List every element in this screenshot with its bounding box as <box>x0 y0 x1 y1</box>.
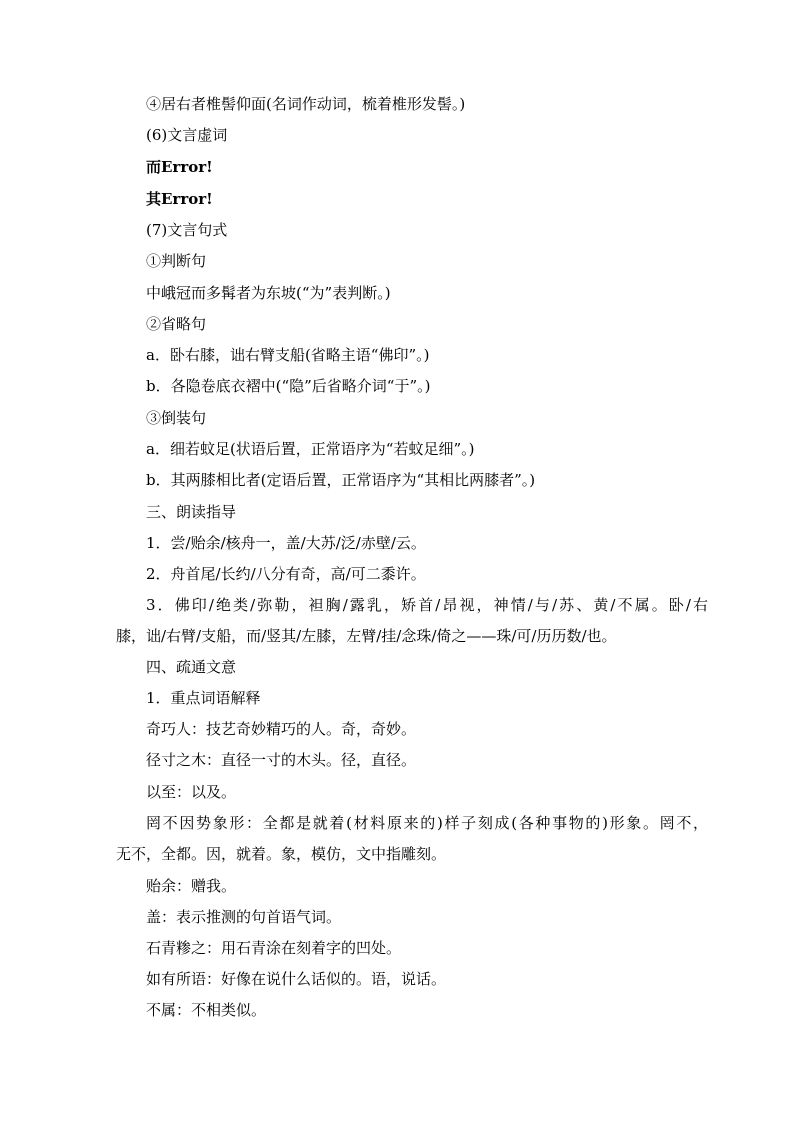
text-line-27: 盖：表示推测的句首语气词。 <box>146 908 342 926</box>
text-line-24: 罔不因势象形：全都是就着(材料原来的)样子刻成(各种事物的)形象。罔不， <box>146 814 708 832</box>
function-word-er: 而Error! <box>146 158 213 176</box>
text-line-9: a．卧右膝，诎右臂支船(省略主语“佛印”。) <box>146 346 430 364</box>
text-line-26: 贻余：赠我。 <box>146 877 237 895</box>
subheading-key-words: 1．重点词语解释 <box>146 689 261 707</box>
text-line-15: 1．尝/贻余/核舟一，盖/大苏/泛/赤壁/云。 <box>146 534 426 552</box>
function-word-qi: 其Error! <box>146 190 213 208</box>
text-line-10: b．各隐卷底衣褶中(“隐”后省略介词“于”。) <box>146 377 431 395</box>
text-line-12: a．细若蚊足(状语后置，正常语序为“若蚊足细”。) <box>146 440 475 458</box>
text-line-28: 石青糁之：用石青涂在刻着字的凹处。 <box>146 939 402 957</box>
subheading-inversion: ③倒装句 <box>146 409 207 427</box>
section-heading-function-words: (6)文言虚词 <box>146 126 228 144</box>
text-line-16: 2．舟首尾/长约/八分有奇，高/可二黍许。 <box>146 565 426 583</box>
text-line-1: ④居右者椎髻仰面(名词作动词，梳着椎形发髻。) <box>146 95 466 113</box>
text-line-7: 中峨冠而多髯者为东坡(“为”表判断。) <box>146 284 391 302</box>
text-line-21: 奇巧人：技艺奇妙精巧的人。奇，奇妙。 <box>146 720 417 738</box>
text-line-13: b．其两膝相比者(定语后置，正常语序为“其相比两膝者”。) <box>146 471 536 489</box>
text-line-17: 3．佛印/绝类/弥勒，袒胸/露乳，矫首/昂视，神情/与/苏、黄/不属。卧/右 <box>146 596 708 614</box>
text-line-30: 不属：不相类似。 <box>146 1001 267 1019</box>
text-line-18: 膝，诎/右臂/支船，而/竖其/左膝，左臂/挂/念珠/倚之——珠/可/历历数/也。 <box>116 627 617 645</box>
text-line-29: 如有所语：好像在说什么话似的。语，说话。 <box>146 970 447 988</box>
text-line-23: 以至：以及。 <box>146 783 237 801</box>
text-line-25: 无不，全都。因，就着。象，模仿，文中指雕刻。 <box>116 845 447 863</box>
section-heading-meaning: 四、疏通文意 <box>146 658 237 676</box>
subheading-judgment: ①判断句 <box>146 252 207 270</box>
subheading-omission: ②省略句 <box>146 315 207 333</box>
section-heading-reading: 三、朗读指导 <box>146 503 237 521</box>
section-heading-sentence-patterns: (7)文言句式 <box>146 221 228 239</box>
text-line-22: 径寸之木：直径一寸的木头。径，直径。 <box>146 751 417 769</box>
